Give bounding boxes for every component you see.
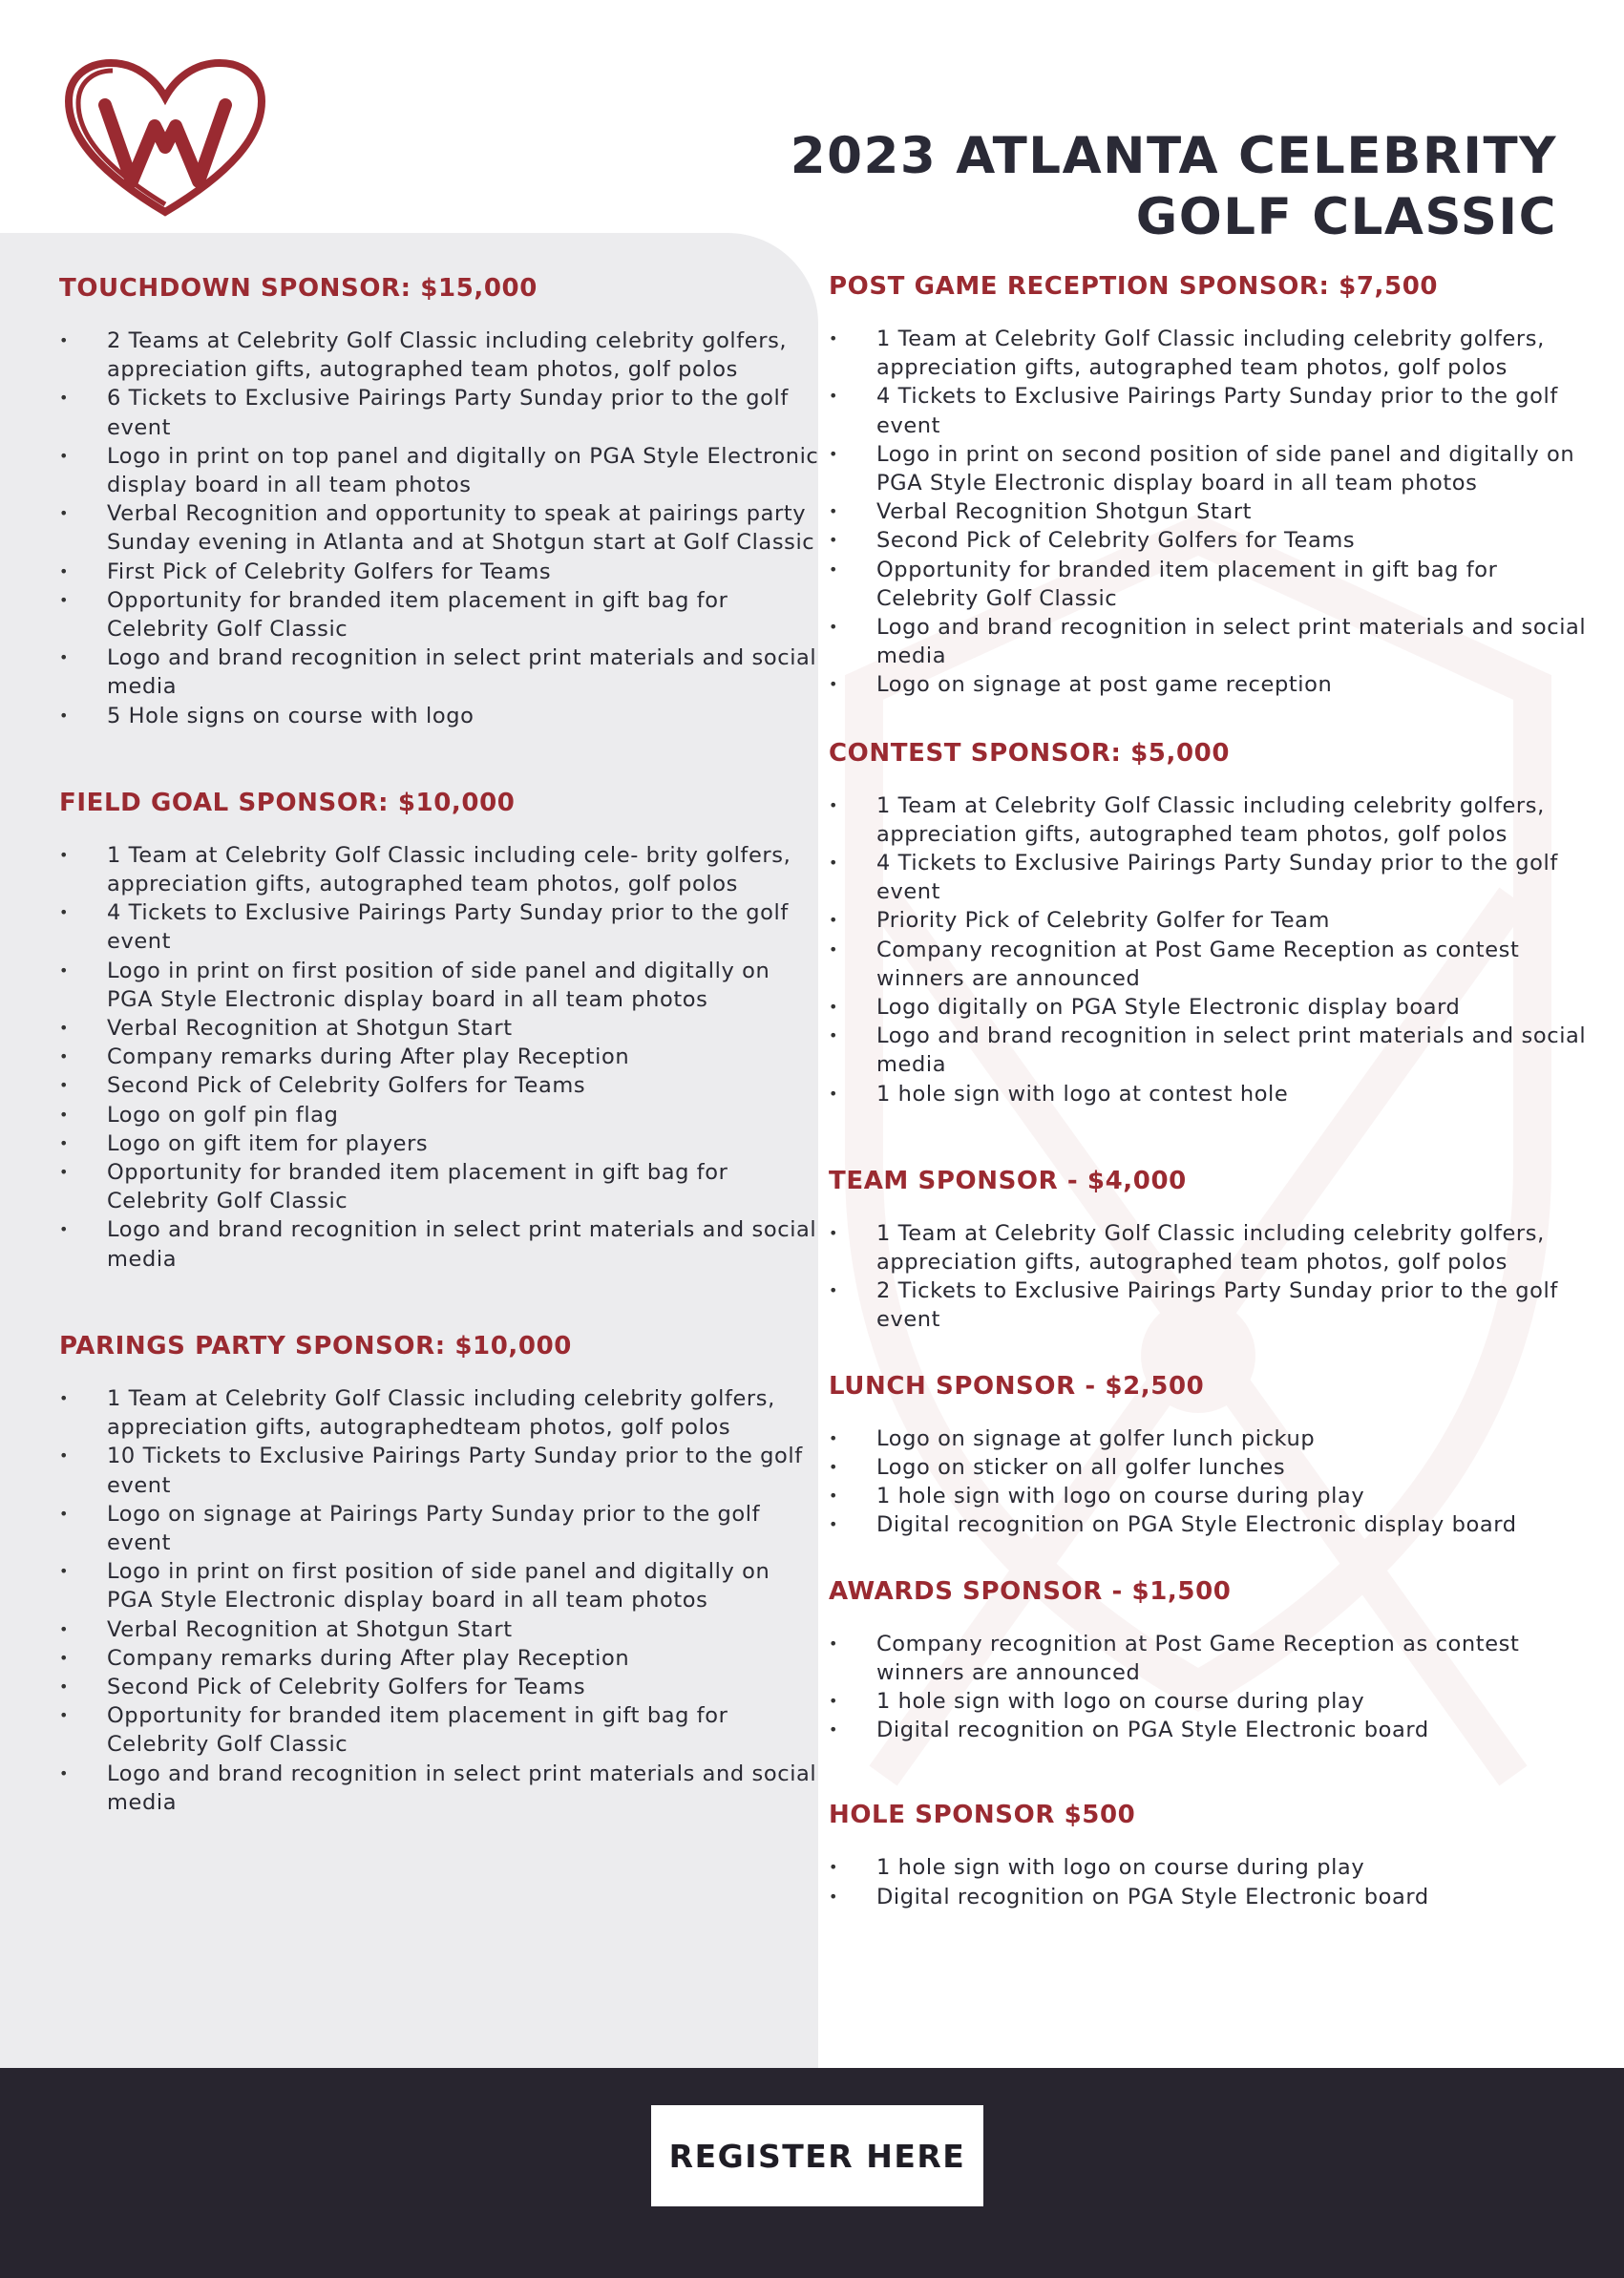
benefit-item: • Logo and brand recognition in select print materials and social media [59,643,823,701]
benefit-item: • Logo on sticker on all golfer lunches [829,1453,1592,1482]
w-heart-logo [63,59,267,220]
title-line-2: GOLF CLASSIC [1135,187,1557,246]
benefit-item: • Opportunity for branded item placement in gift bag for Celebrity Golf Classic [59,1158,823,1215]
register-here-button[interactable]: REGISTER HERE [651,2105,983,2206]
benefit-item: • 1 hole sign with logo at contest hole [829,1080,1592,1108]
benefit-item: • 6 Tickets to Exclusive Pairings Party Sunday prior to the golf event [59,384,823,441]
sponsor-heading: LUNCH SPONSOR - $2,500 [829,1371,1205,1401]
benefit-item: • Logo in print on first position of side panel and digitally on PGA Style Electronic display board in all team photos [59,957,823,1014]
benefit-item: • Logo and brand recognition in select print materials and social media [59,1760,823,1817]
sponsor-section [59,271,823,730]
benefit-list [829,791,1592,1108]
benefit-item: • 2 Tickets to Exclusive Pairings Party Sunday prior to the golf event [829,1276,1592,1334]
benefit-item: • Logo in print on second position of side panel and digitally on PGA Style Electronic display board in all team photos [829,440,1592,497]
benefit-item: • Company recognition at Post Game Reception as contest winners are announced [829,1630,1592,1687]
benefit-item: • Logo on signage at post game reception [829,670,1592,699]
sponsor-heading: POST GAME RECEPTION SPONSOR: $7,500 [829,272,1439,301]
sponsor-heading: TEAM SPONSOR - $4,000 [829,1166,1187,1195]
benefit-item: • 4 Tickets to Exclusive Pairings Party Sunday prior to the golf event [59,898,823,956]
benefit-list [829,1630,1592,1745]
sponsor-section [829,1798,1592,1910]
sponsor-section [59,786,823,1274]
benefit-item: • Priority Pick of Celebrity Golfer for Team [829,906,1592,935]
benefit-item: • Logo and brand recognition in select print materials and social media [829,613,1592,670]
page-title [791,126,1557,248]
benefit-item: • 1 Team at Celebrity Golf Classic including celebrity golfers, appreciation gifts, autographedteam photos, golf polos [59,1384,823,1442]
benefit-item: • 5 Hole signs on course with logo [59,702,823,730]
benefit-item: • Digital recognition on PGA Style Electronic board [829,1883,1592,1911]
benefit-item: • Logo and brand recognition in select print materials and social media [829,1022,1592,1079]
benefit-item: • 1 hole sign with logo on course during play [829,1482,1592,1510]
benefit-item: • Digital recognition on PGA Style Electronic board [829,1716,1592,1744]
benefit-item: • 1 Team at Celebrity Golf Classic including cele- brity golfers, appreciation gifts, autographed team photos, golf polos [59,841,823,898]
benefit-item: • Digital recognition on PGA Style Electronic display board [829,1510,1592,1539]
benefit-item: • Verbal Recognition at Shotgun Start [59,1615,823,1644]
benefit-list [829,1219,1592,1335]
benefit-item: • 4 Tickets to Exclusive Pairings Party Sunday prior to the golf event [829,382,1592,439]
benefit-item: • Second Pick of Celebrity Golfers for Teams [59,1071,823,1100]
sponsor-heading: FIELD GOAL SPONSOR: $10,000 [59,788,516,817]
benefit-item: • Logo on signage at Pairings Party Sunday prior to the golf event [59,1500,823,1557]
benefit-item: • Second Pick of Celebrity Golfers for Teams [829,526,1592,555]
benefit-item: • 4 Tickets to Exclusive Pairings Party Sunday prior to the golf event [829,849,1592,906]
sponsor-heading: TOUCHDOWN SPONSOR: $15,000 [59,274,538,303]
sponsor-section [829,1369,1592,1540]
sponsor-section [829,269,1592,700]
sponsor-heading: HOLE SPONSOR $500 [829,1801,1136,1830]
benefit-item: • Company remarks during After play Reception [59,1644,823,1673]
benefit-item: • 1 Team at Celebrity Golf Classic including celebrity golfers, appreciation gifts, autographed team photos, golf polos [829,791,1592,849]
benefit-item: • Company remarks during After play Reception [59,1043,823,1071]
sponsor-heading: AWARDS SPONSOR - $1,500 [829,1576,1232,1606]
benefit-item: • 10 Tickets to Exclusive Pairings Party Sunday prior to the golf event [59,1442,823,1499]
benefit-list [59,1384,823,1817]
benefit-item: • Logo on signage at golfer lunch pickup [829,1424,1592,1453]
benefit-list [59,327,823,730]
benefit-item: • Company recognition at Post Game Reception as contest winners are announced [829,936,1592,993]
benefit-item: • First Pick of Celebrity Golfers for Teams [59,558,823,586]
left-column [59,271,823,1817]
sponsor-heading: CONTEST SPONSOR: $5,000 [829,738,1231,768]
benefit-list [829,1853,1592,1910]
sponsor-section [59,1329,823,1817]
benefit-list [59,841,823,1274]
benefit-list [829,1424,1592,1540]
benefit-item: • Opportunity for branded item placement in gift bag for Celebrity Golf Classic [829,556,1592,613]
benefit-item: • Verbal Recognition and opportunity to speak at pairings party Sunday evening in Atlanta and at Shotgun start at Golf Classic [59,499,823,557]
sponsor-heading: PARINGS PARTY SPONSOR: $10,000 [59,1331,572,1360]
benefit-item: • Logo digitally on PGA Style Electronic display board [829,993,1592,1022]
benefit-item: • Opportunity for branded item placement in gift bag for Celebrity Golf Classic [59,1701,823,1759]
benefit-item: • 2 Teams at Celebrity Golf Classic including celebrity golfers, appreciation gifts, autographed team photos, golf polos [59,327,823,384]
benefit-item: • Verbal Recognition at Shotgun Start [59,1014,823,1043]
benefit-item: • Logo and brand recognition in select print materials and social media [59,1215,823,1273]
benefit-item: • 1 Team at Celebrity Golf Classic including celebrity golfers, appreciation gifts, autographed team photos, golf polos [829,325,1592,382]
benefit-item: • 1 Team at Celebrity Golf Classic including celebrity golfers, appreciation gifts, autographed team photos, golf polos [829,1219,1592,1276]
title-line-1: 2023 ATLANTA CELEBRITY [790,126,1557,185]
benefit-item: • Logo in print on top panel and digitally on PGA Style Electronic display board in all team photos [59,442,823,499]
benefit-item: • 1 hole sign with logo on course during play [829,1687,1592,1716]
benefit-item: • Logo on gift item for players [59,1129,823,1158]
benefit-list [829,325,1592,700]
benefit-item: • Logo on golf pin flag [59,1101,823,1129]
benefit-item: • Verbal Recognition Shotgun Start [829,497,1592,526]
benefit-item: • Opportunity for branded item placement in gift bag for Celebrity Golf Classic [59,586,823,643]
sponsor-section [829,1164,1592,1335]
benefit-item: • Logo in print on first position of side panel and digitally on PGA Style Electronic display board in all team photos [59,1557,823,1614]
sponsor-section [829,1574,1592,1745]
benefit-item: • Second Pick of Celebrity Golfers for Teams [59,1673,823,1701]
benefit-item: • 1 hole sign with logo on course during play [829,1853,1592,1882]
sponsor-section [829,736,1592,1108]
right-column [829,269,1592,1911]
